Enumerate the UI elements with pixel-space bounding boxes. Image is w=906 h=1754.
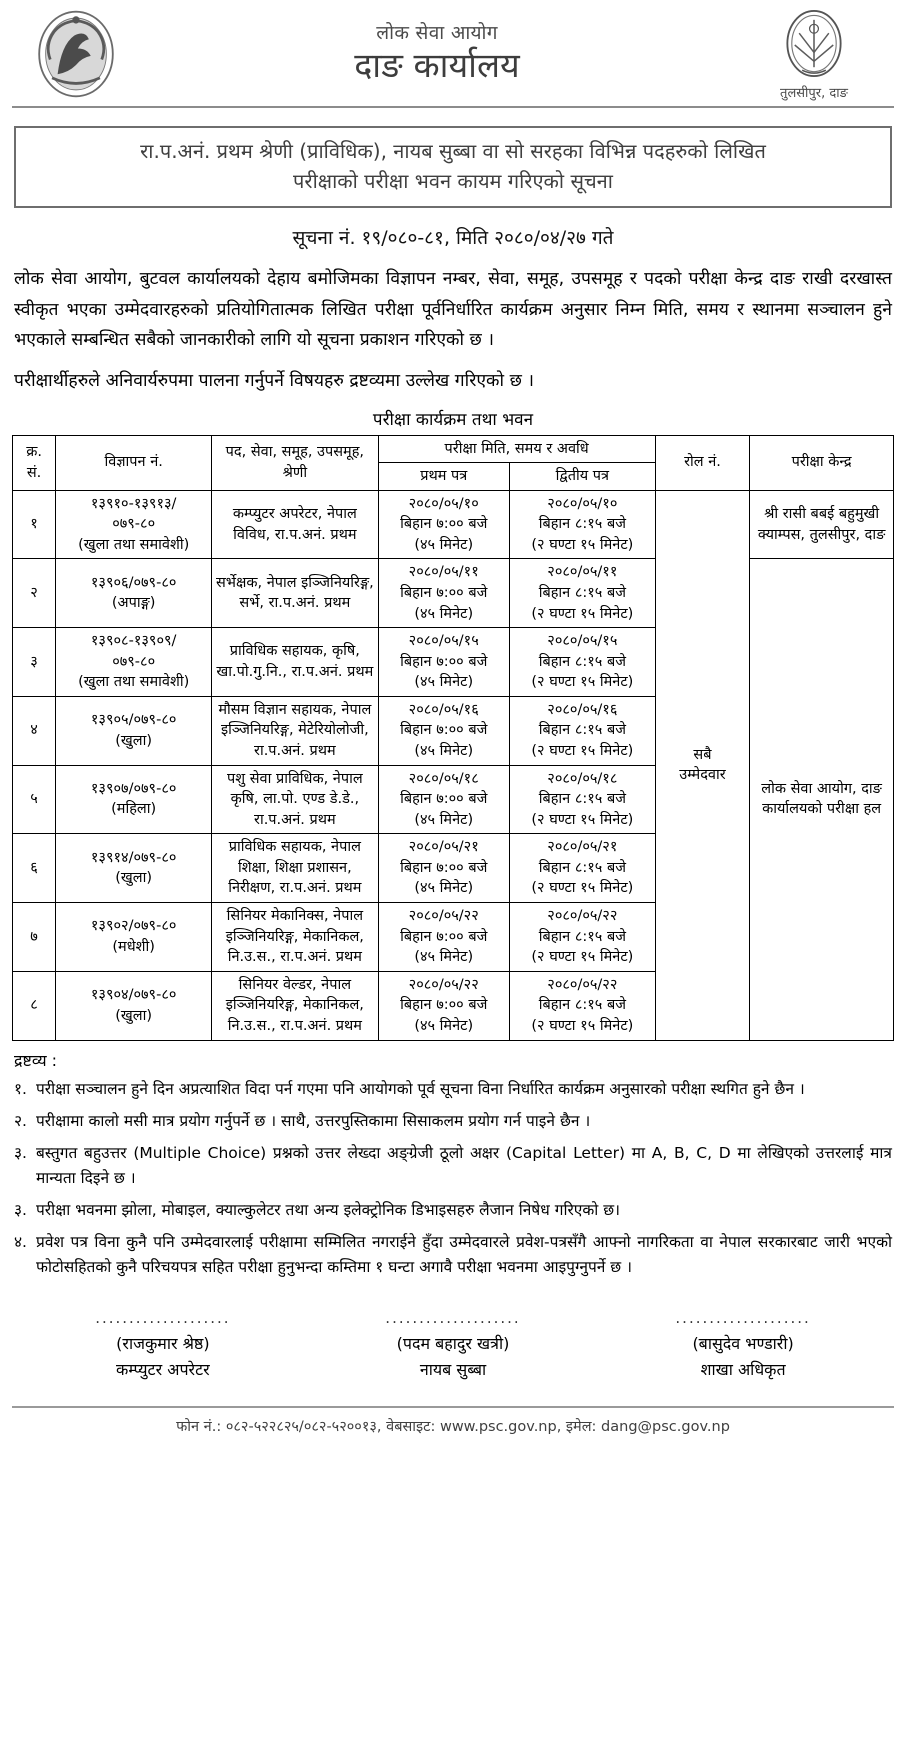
page-header bbox=[12, 0, 894, 108]
note-item bbox=[14, 1109, 892, 1134]
note-item bbox=[14, 1141, 892, 1191]
cell-advertisement-no: १३९०६/०७९-८० (अपाङ्ग) bbox=[56, 559, 212, 628]
phone-label: फोन नं.: bbox=[176, 1418, 222, 1435]
cell-advertisement-no: १३९१०-१३९१३/ ०७९-८० (खुला तथा समावेशी) bbox=[56, 490, 212, 559]
cell-second-paper: २०८०/०५/११ बिहान ८:१५ बजे (२ घण्टा १५ मिनेट) bbox=[509, 559, 655, 628]
notice-title-box bbox=[14, 126, 892, 208]
note-item bbox=[14, 1230, 892, 1280]
cell-second-paper: २०८०/०५/२२ बिहान ८:१५ बजे (२ घण्टा १५ मिनेट) bbox=[509, 903, 655, 972]
cell-first-paper: २०८०/०५/१५ बिहान ७:०० बजे (४५ मिनेट) bbox=[378, 628, 509, 697]
nepal-government-emblem bbox=[22, 8, 130, 100]
organization-name: लोक सेवा आयोग bbox=[376, 22, 498, 45]
cell-serial: १ bbox=[13, 490, 56, 559]
cell-second-paper: २०८०/०५/१० बिहान ८:१५ बजे (२ घण्टा १५ मिनेट) bbox=[509, 490, 655, 559]
col-header-first-paper: प्रथम पत्र bbox=[378, 463, 509, 491]
signatory-name: (पदम बहादुर खत्री) bbox=[396, 1334, 510, 1354]
cell-advertisement-no: १३९०५/०७९-८० (खुला) bbox=[56, 696, 212, 765]
col-header-advertisement-no: विज्ञापन नं. bbox=[56, 435, 212, 490]
page-footer bbox=[12, 1406, 894, 1436]
notice-number: सूचना नं. १९/०८०-८१, मिति २०८०/०४/२७ गते bbox=[292, 227, 614, 249]
table-row bbox=[13, 490, 894, 559]
cell-first-paper: २०८०/०५/१८ बिहान ७:०० बजे (४५ मिनेट) bbox=[378, 765, 509, 834]
public-service-commission-seal bbox=[744, 8, 884, 101]
note-text: परीक्षा सञ्चालन हुने दिन अप्रत्याशित विदा पर्न गएमा पनि आयोगको पूर्व सूचना विना निर्धारित कार्यक्रम अनुसारको परीक्षा स्थगित हुने छैन । bbox=[36, 1079, 805, 1098]
note-number: १. bbox=[14, 1079, 27, 1098]
notice-title-line-2: परीक्षाको परीक्षा भवन कायम गरिएको सूचना bbox=[293, 169, 613, 193]
cell-post-service: सिनियर वेल्डर, नेपाल इञ्जिनियरिङ्ग, मेकानिकल, नि.उ.स., रा.प.अनं. प्रथम bbox=[212, 971, 378, 1040]
signature-line: .................... bbox=[675, 1309, 811, 1328]
cell-first-paper: २०८०/०५/१० बिहान ७:०० बजे (४५ मिनेट) bbox=[378, 490, 509, 559]
cell-serial: ८ bbox=[13, 971, 56, 1040]
cell-second-paper: २०८०/०५/२२ बिहान ८:१५ बजे (२ घण्टा १५ मिनेट) bbox=[509, 971, 655, 1040]
note-number: ४. bbox=[14, 1233, 27, 1252]
col-header-serial: क्र. सं. bbox=[13, 435, 56, 490]
cell-serial: ४ bbox=[13, 696, 56, 765]
table-body bbox=[13, 490, 894, 1040]
signatory-name: (राजकुमार श्रेष्ठ) bbox=[116, 1334, 210, 1354]
cell-first-paper: २०८०/०५/११ बिहान ७:०० बजे (४५ मिनेट) bbox=[378, 559, 509, 628]
cell-first-paper: २०८०/०५/२१ बिहान ७:०० बजे (४५ मिनेट) bbox=[378, 834, 509, 903]
cell-second-paper: २०८०/०५/१६ बिहान ८:१५ बजे (२ घण्टा १५ मिनेट) bbox=[509, 696, 655, 765]
cell-post-service: पशु सेवा प्राविधिक, नेपाल कृषि, ला.पो. एण्ड डे.डे., रा.प.अनं. प्रथम bbox=[212, 765, 378, 834]
cell-post-service: मौसम विज्ञान सहायक, नेपाल इञ्जिनियरिङ्ग, मेटेरियोलोजी, रा.प.अनं. प्रथम bbox=[212, 696, 378, 765]
website-value[interactable]: www.psc.gov.np, bbox=[439, 1418, 562, 1435]
col-header-second-paper: द्वितीय पत्र bbox=[509, 463, 655, 491]
note-text: प्रवेश पत्र विना कुनै पनि उम्मेदवारलाई परीक्षामा सम्मिलित नगराईने हुँदा उम्मेदवारले प्रवेश-पत्रसँगै आफ्नो नागरिकता वा नेपाल सरकारबाट जारी भएको फोटोसहितको कुनै परिचयपत्र सहित परीक्षा हुनुभन्दा कम्तिमा १ घन्टा अगावै परीक्षा भवनमा आइपुग्नुपर्ने छ । bbox=[36, 1233, 892, 1277]
signatory-post: नायब सुब्बा bbox=[419, 1360, 487, 1380]
header-titles bbox=[130, 22, 744, 86]
cell-advertisement-no: १३९१४/०७९-८० (खुला) bbox=[56, 834, 212, 903]
note-item bbox=[14, 1198, 892, 1223]
website-label: वेबसाइट: bbox=[386, 1418, 436, 1435]
signature bbox=[310, 1306, 596, 1384]
note-text: बस्तुगत बहुउत्तर (Multiple Choice) प्रश्नको उत्तर लेख्दा अङ्ग्रेजी ठूलो अक्षर (Capital Letter) मा A, B, C, D मा लेखिएको उत्तरलाई मात्र मान्यता दिइने छ । bbox=[36, 1143, 892, 1187]
notice-title-line-1: रा.प.अनं. प्रथम श्रेणी (प्राविधिक), नायब सुब्बा वा सो सरहका विभिन्न पदहरुको लिखित bbox=[140, 139, 766, 163]
signatory-name: (बासुदेव भण्डारी) bbox=[692, 1334, 794, 1354]
cell-advertisement-no: १३९०७/०७९-८० (महिला) bbox=[56, 765, 212, 834]
cell-advertisement-no: १३९०४/०७९-८० (खुला) bbox=[56, 971, 212, 1040]
cell-exam-center-merged: लोक सेवा आयोग, दाङ कार्यालयको परीक्षा हल bbox=[750, 559, 894, 1040]
signature-block bbox=[20, 1306, 886, 1384]
notes-title: द्रष्टव्य : bbox=[14, 1050, 58, 1070]
cell-first-paper: २०८०/०५/१६ बिहान ७:०० बजे (४५ मिनेट) bbox=[378, 696, 509, 765]
col-header-post-service: पद, सेवा, समूह, उपसमूह, श्रेणी bbox=[212, 435, 378, 490]
cell-post-service: सिनियर मेकानिक्स, नेपाल इञ्जिनियरिङ्ग, मेकानिकल, नि.उ.स., रा.प.अनं. प्रथम bbox=[212, 903, 378, 972]
cell-post-service: सर्भेक्षक, नेपाल इञ्जिनियरिङ्ग, सर्भे, रा.प.अनं. प्रथम bbox=[212, 559, 378, 628]
cell-serial: ५ bbox=[13, 765, 56, 834]
notes-list bbox=[12, 1077, 894, 1281]
signature bbox=[600, 1306, 886, 1384]
table-caption: परीक्षा कार्यक्रम तथा भवन bbox=[372, 409, 534, 430]
cell-second-paper: २०८०/०५/२१ बिहान ८:१५ बजे (२ घण्टा १५ मिनेट) bbox=[509, 834, 655, 903]
cell-serial: २ bbox=[13, 559, 56, 628]
exam-schedule-table bbox=[12, 435, 894, 1041]
cell-post-service: प्राविधिक सहायक, कृषि, खा.पो.गु.नि., रा.प.अनं. प्रथम bbox=[212, 628, 378, 697]
phone-value: ०८२-५२२८२५/०८२-५२००१३, bbox=[225, 1418, 382, 1435]
cell-second-paper: २०८०/०५/१८ बिहान ८:१५ बजे (२ घण्टा १५ मिनेट) bbox=[509, 765, 655, 834]
table-row bbox=[13, 559, 894, 628]
compliance-paragraph: परीक्षार्थीहरुले अनिवार्यरुपमा पालना गर्नुपर्ने विषयहरु द्रष्टव्यमा उल्लेख गरिएको छ । bbox=[14, 370, 535, 391]
cell-exam-center-row1: श्री रासी बबई बहुमुखी क्याम्पस, तुलसीपुर, दाङ bbox=[750, 490, 894, 559]
office-name: दाङ कार्यालय bbox=[354, 45, 520, 86]
col-header-exam-center: परीक्षा केन्द्र bbox=[750, 435, 894, 490]
email-label: इमेल: bbox=[565, 1418, 597, 1435]
col-header-exam-datetime-group: परीक्षा मिति, समय र अवधि bbox=[378, 435, 655, 463]
cell-post-service: कम्प्युटर अपरेटर, नेपाल विविध, रा.प.अनं. प्रथम bbox=[212, 490, 378, 559]
note-number: ३. bbox=[14, 1200, 27, 1219]
col-header-roll-no: रोल नं. bbox=[655, 435, 749, 490]
cell-serial: ६ bbox=[13, 834, 56, 903]
cell-advertisement-no: १३९०२/०७९-८० (मधेशी) bbox=[56, 903, 212, 972]
cell-serial: ७ bbox=[13, 903, 56, 972]
emblem-caption: तुलसीपुर, दाङ bbox=[780, 85, 848, 101]
signature-line: .................... bbox=[95, 1309, 231, 1328]
cell-advertisement-no: १३९०८-१३९०९/ ०७९-८० (खुला तथा समावेशी) bbox=[56, 628, 212, 697]
email-value[interactable]: dang@psc.gov.np bbox=[601, 1418, 730, 1435]
cell-first-paper: २०८०/०५/२२ बिहान ७:०० बजे (४५ मिनेट) bbox=[378, 903, 509, 972]
signatory-post: शाखा अधिकृत bbox=[700, 1360, 786, 1380]
note-text: परीक्षामा कालो मसी मात्र प्रयोग गर्नुपर्ने छ । साथै, उत्तरपुस्तिकामा सिसाकलम प्रयोग गर्न पाइने छैन । bbox=[36, 1111, 591, 1130]
note-number: ३. bbox=[14, 1143, 27, 1162]
cell-second-paper: २०८०/०५/१५ बिहान ८:१५ बजे (२ घण्टा १५ मिनेट) bbox=[509, 628, 655, 697]
note-number: २. bbox=[14, 1111, 27, 1130]
signature bbox=[20, 1306, 306, 1384]
signature-line: .................... bbox=[385, 1309, 521, 1328]
cell-serial: ३ bbox=[13, 628, 56, 697]
table-header-row-1 bbox=[13, 435, 894, 463]
intro-paragraph: लोक सेवा आयोग, बुटवल कार्यालयको देहाय बमोजिमका विज्ञापन नम्बर, सेवा, समूह, उपसमूह र पदको परीक्षा केन्द्र दाङ राखी दरखास्त स्वीकृत भएका उम्मेदवारहरुको प्रतियोगितात्मक लिखित परीक्षा पूर्वनिर्धारित कार्यक्रम अनुसार निम्न मिति, समय र स्थानमा सञ्चालन हुने भएकाले सम्बन्धित सबैको जानकारीको लागि यो सूचना प्रकाशन गरिएको छ । bbox=[14, 269, 892, 351]
note-item bbox=[14, 1077, 892, 1102]
note-text: परीक्षा भवनमा झोला, मोबाइल, क्याल्कुलेटर तथा अन्य इलेक्ट्रोनिक डिभाइसहरु लैजान निषेध गरिएको छ। bbox=[36, 1200, 620, 1219]
cell-roll-no-merged: सबै उम्मेदवार bbox=[655, 490, 749, 1040]
cell-first-paper: २०८०/०५/२२ बिहान ७:०० बजे (४५ मिनेट) bbox=[378, 971, 509, 1040]
signatory-post: कम्प्युटर अपरेटर bbox=[116, 1360, 210, 1380]
cell-post-service: प्राविधिक सहायक, नेपाल शिक्षा, शिक्षा प्रशासन, निरीक्षण, रा.प.अनं. प्रथम bbox=[212, 834, 378, 903]
